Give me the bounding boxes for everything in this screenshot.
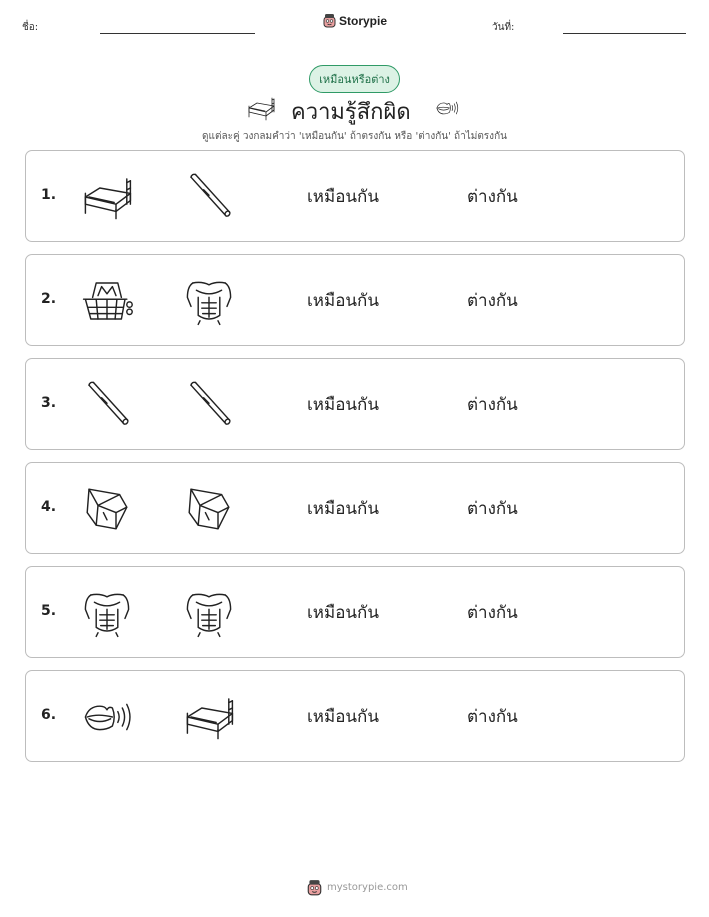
name-line[interactable] [100,33,255,34]
different-choice[interactable]: ต่างกัน [467,291,518,311]
different-choice[interactable]: ต่างกัน [467,603,518,623]
question-card-3 [25,358,685,450]
question-card-6 [25,670,685,762]
speaking-mouth-icon [80,691,134,743]
bed-icon [80,171,134,223]
question-card-1 [25,150,685,242]
question-card-5 [25,566,685,658]
same-choice[interactable]: เหมือนกัน [307,395,379,415]
right-picture [182,587,236,639]
right-picture [182,379,236,431]
left-picture [80,379,134,431]
footer [307,879,408,896]
question-number: 2. [41,291,57,307]
question-number: 6. [41,707,57,723]
left-picture [80,691,134,743]
different-choice[interactable]: ต่างกัน [467,395,518,415]
storypie-mascot-icon [307,879,322,896]
basket-icon [80,275,134,327]
page-title: ความรู้สึกผิด [291,100,411,125]
question-card-2 [25,254,685,346]
left-picture [80,171,134,223]
name-label: ชื่อ: [22,22,39,33]
left-picture [80,275,134,327]
same-choice[interactable]: เหมือนกัน [307,291,379,311]
storypie-logo [323,13,387,28]
title-row [0,93,709,125]
same-choice[interactable]: เหมือนกัน [307,707,379,727]
different-choice[interactable]: ต่างกัน [467,707,518,727]
footer-url[interactable]: mystorypie.com [327,882,408,893]
title-bed-icon [244,95,278,121]
question-number: 1. [41,187,57,203]
right-picture [182,691,236,743]
rock-icon [182,483,236,535]
date-label: วันที่: [492,22,515,33]
speaking-mouth-icon [434,97,460,119]
left-picture [80,483,134,535]
right-picture [182,483,236,535]
title-speaking-mouth-icon [434,97,460,119]
torso-icon [80,587,134,639]
stick-icon [182,379,236,431]
instructions: ดูแต่ละคู่ วงกลมคำว่า 'เหมือนกัน' ถ้าตรงกัน หรือ 'ต่างกัน' ถ้าไม่ตรงกัน [202,131,507,142]
question-number: 4. [41,499,57,515]
same-choice[interactable]: เหมือนกัน [307,187,379,207]
worksheet-type-badge: เหมือนหรือต่าง [309,65,400,93]
torso-icon [182,275,236,327]
question-number: 3. [41,395,57,411]
right-picture [182,171,236,223]
stick-icon [80,379,134,431]
bed-icon [244,95,278,121]
same-choice[interactable]: เหมือนกัน [307,499,379,519]
rock-icon [80,483,134,535]
left-picture [80,587,134,639]
storypie-mascot-icon [323,13,336,28]
stick-icon [182,171,236,223]
date-line[interactable] [563,33,686,34]
torso-icon [182,587,236,639]
brand-name: Storypie [339,13,388,28]
question-card-4 [25,462,685,554]
different-choice[interactable]: ต่างกัน [467,187,518,207]
different-choice[interactable]: ต่างกัน [467,499,518,519]
same-choice[interactable]: เหมือนกัน [307,603,379,623]
bed-icon [182,691,236,743]
question-number: 5. [41,603,57,619]
right-picture [182,275,236,327]
